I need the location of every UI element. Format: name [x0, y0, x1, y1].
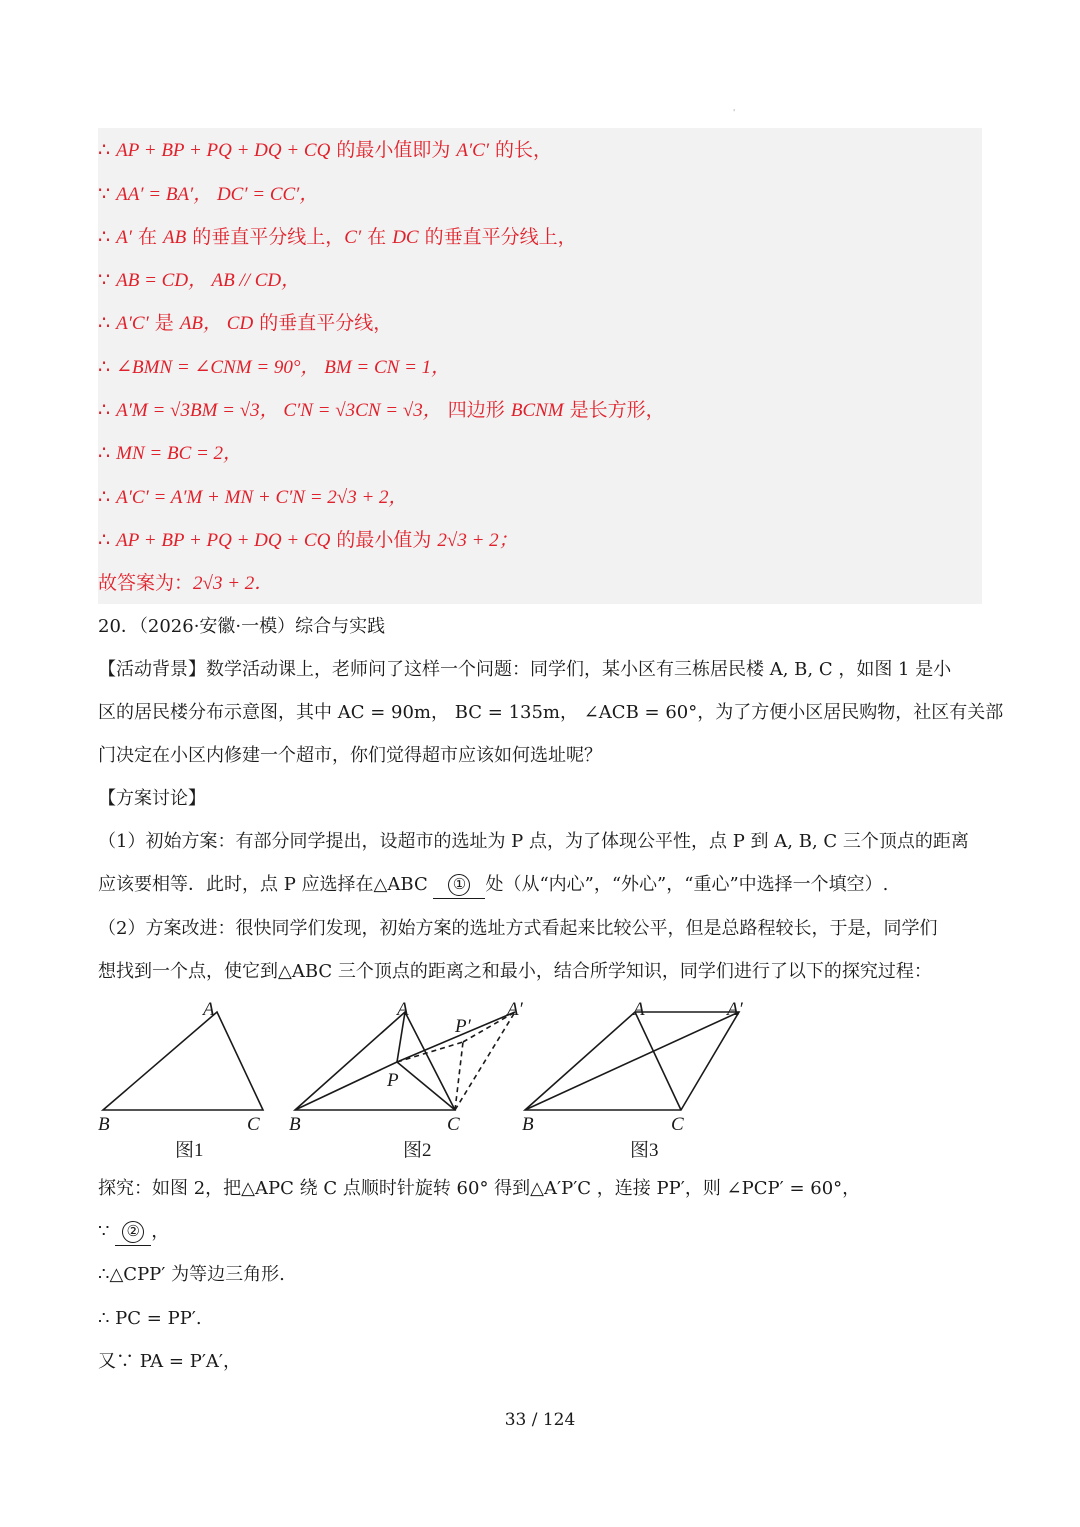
solution-line-10: ∴ AP + BP + PQ + DQ + CQ 的最小值为 2√3 + 2； — [98, 529, 518, 551]
fig2-label-b: B — [289, 1114, 301, 1135]
problem-title: 20．（2026·安徽·一模）综合与实践 — [98, 616, 386, 637]
solution-line-8: ∴ MN = BC = 2， — [98, 442, 243, 464]
solution-line-4: ∵ AB = CD， AB // CD， — [98, 269, 301, 291]
explore-line: 探究：如图 2，把△APC 绕 C 点顺时针旋转 60° 得到△A′P′C ，连接 PP′，则 ∠PCP′ = 60°， — [98, 1178, 861, 1199]
solution-answer: 故答案为：2√3 + 2． — [98, 572, 274, 594]
fig2-label-a-prime: A′ — [507, 999, 523, 1020]
part1-line-1: （1）初始方案：有部分同学提出，设超市的选址为 P 点，为了体现公平性，点 P 到 A, B, C 三个顶点的距离 — [98, 831, 969, 852]
part2-line-1: （2）方案改进：很快同学们发现，初始方案的选址方式看起来比较公平，但是总路程较长，于是，同学们 — [98, 918, 938, 939]
fig3-label-b: B — [522, 1114, 534, 1135]
fig3-label-a-prime: A′ — [727, 999, 743, 1020]
fig2-label-c: C — [447, 1114, 460, 1135]
fig2-label-p: P — [387, 1070, 399, 1091]
step-3: 又∵ PA = P′A′， — [98, 1351, 241, 1372]
blank-1[interactable]: ① — [433, 872, 485, 899]
fig3-diagonal-ba-prime — [525, 1012, 739, 1110]
part1-line-2: 应该要相等．此时，点 P 应选择在△ABC ① 处（从“内心”，“外心”，“重心”中选择一个填空）. — [98, 872, 888, 899]
solution-line-9: ∴ A′C′ = A′M + MN + C′N = 2√3 + 2， — [98, 486, 408, 508]
blank-2[interactable]: ② — [115, 1219, 151, 1246]
fig2-caption: 图2 — [403, 1140, 432, 1161]
fig3-diagonal-ac — [635, 1012, 681, 1110]
fig1-label-b: B — [98, 1114, 110, 1135]
solution-line-2: ∵ AA′ = BA′， DC′ = CC′， — [98, 183, 319, 205]
fig2-triangle — [295, 1012, 455, 1110]
fig3-label-c: C — [671, 1114, 684, 1135]
fig3-caption: 图3 — [630, 1140, 659, 1161]
fig2-segment-pc — [397, 1062, 455, 1110]
background-line-1: 【活动背景】数学活动课上，老师问了这样一个问题：同学们，某小区有三栋居民楼 A, B, C ，如图 1 是小 — [98, 659, 952, 680]
step-2: ∴ PC = PP′. — [98, 1308, 202, 1329]
step-1: ∴△CPP′ 为等边三角形. — [98, 1264, 285, 1285]
figures — [95, 996, 755, 1168]
fig1-label-c: C — [247, 1114, 260, 1135]
background-line-2: 区的居民楼分布示意图，其中 AC = 90m， BC = 135m， ∠ACB = 60°，为了方便小区居民购物，社区有关部 — [98, 702, 1004, 723]
fig2-label-a: A — [397, 999, 409, 1020]
fig2-segment-pp-prime — [397, 1042, 463, 1062]
because-line: ∵ ② ， — [98, 1219, 169, 1246]
solution-line-6: ∴ ∠BMN = ∠CNM = 90°， BM = CN = 1， — [98, 356, 451, 378]
background-line-3: 门决定在小区内修建一个超市，你们觉得超市应该如何选址呢？ — [98, 745, 602, 766]
fig1-triangle — [103, 1012, 263, 1110]
solution-line-3: ∴ A′ 在 AB 的垂直平分线上，C′ 在 DC 的垂直平分线上， — [98, 226, 577, 248]
part2-line-2: 想找到一个点，使它到△ABC 三个顶点的距离之和最小，结合所学知识，同学们进行了以下的探究过程： — [98, 961, 932, 982]
page-number: 33 / 124 — [504, 1410, 576, 1430]
solution-line-1: ∴ AP + BP + PQ + DQ + CQ 的最小值即为 A′C′ 的长， — [98, 139, 553, 161]
fig2-label-p-prime: P′ — [455, 1016, 471, 1037]
fig1-label-a: A — [203, 999, 215, 1020]
fig2-segment-bp — [295, 1062, 397, 1110]
top-mark: ' — [733, 108, 736, 117]
solution-line-5: ∴ A′C′ 是 AB， CD 的垂直平分线， — [98, 312, 393, 334]
fig3-label-a: A — [633, 999, 645, 1020]
fig1-caption: 图1 — [175, 1140, 204, 1161]
section-heading: 【方案讨论】 — [98, 788, 206, 809]
solution-line-7: ∴ A′M = √3BM = √3， C′N = √3CN = √3， 四边形 BCNM 是长方形， — [98, 399, 665, 421]
